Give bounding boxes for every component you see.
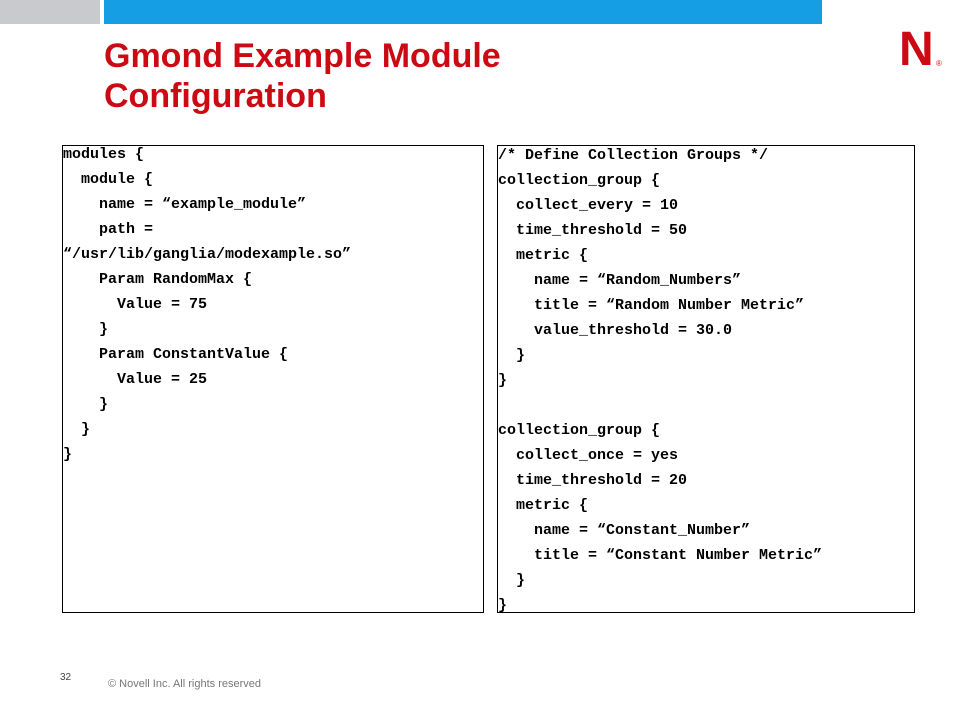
- code-line: path =: [63, 221, 154, 238]
- code-line: title = “Constant Number Metric”: [498, 547, 823, 564]
- collection-groups-code-block: [497, 145, 915, 613]
- copyright-notice: © Novell Inc. All rights reserved: [108, 678, 261, 690]
- header-gray-bar: [0, 0, 100, 24]
- logo-letter: N: [899, 26, 934, 70]
- code-line: Param ConstantValue {: [63, 346, 289, 363]
- logo-registered-mark: ®: [936, 59, 942, 68]
- code-line: collection_group {: [498, 172, 661, 189]
- slide-title: [104, 36, 824, 116]
- code-line: module {: [63, 171, 154, 188]
- slide-title-line-1: Gmond Example Module: [104, 37, 501, 75]
- code-line: collect_every = 10: [498, 197, 679, 214]
- code-line: metric {: [498, 497, 589, 514]
- collection-groups-code-lines: [498, 143, 822, 618]
- code-line: value_threshold = 30.0: [498, 322, 733, 339]
- code-line: }: [63, 321, 109, 338]
- code-line: [498, 393, 822, 418]
- code-line: metric {: [498, 247, 589, 264]
- code-line: }: [63, 446, 73, 463]
- code-line: collection_group {: [498, 422, 661, 439]
- header-blue-bar: [104, 0, 822, 24]
- code-line: name = “Constant_Number”: [498, 522, 751, 539]
- code-line: /* Define Collection Groups */: [498, 147, 769, 164]
- code-line: }: [498, 572, 526, 589]
- code-line: time_threshold = 20: [498, 472, 688, 489]
- code-line: }: [498, 597, 508, 614]
- code-line: name = “Random_Numbers”: [498, 272, 742, 289]
- code-line: }: [498, 372, 508, 389]
- code-line: collect_once = yes: [498, 447, 679, 464]
- module-config-code-lines: [63, 142, 351, 467]
- slide-title-line-2: Configuration: [104, 77, 327, 115]
- code-line: Value = 25: [63, 371, 208, 388]
- module-config-code-block: [62, 145, 484, 613]
- code-line: time_threshold = 50: [498, 222, 688, 239]
- code-line: }: [498, 347, 526, 364]
- code-line: title = “Random Number Metric”: [498, 297, 805, 314]
- novell-logo-icon: [898, 26, 946, 70]
- code-line: Param RandomMax {: [63, 271, 253, 288]
- code-line: }: [63, 396, 109, 413]
- page-number: 32: [60, 672, 72, 683]
- code-line: “/usr/lib/ganglia/modexample.so”: [63, 246, 352, 263]
- code-line: Value = 75: [63, 296, 208, 313]
- code-line: name = “example_module”: [63, 196, 307, 213]
- code-line: modules {: [63, 146, 145, 163]
- code-line: }: [63, 421, 91, 438]
